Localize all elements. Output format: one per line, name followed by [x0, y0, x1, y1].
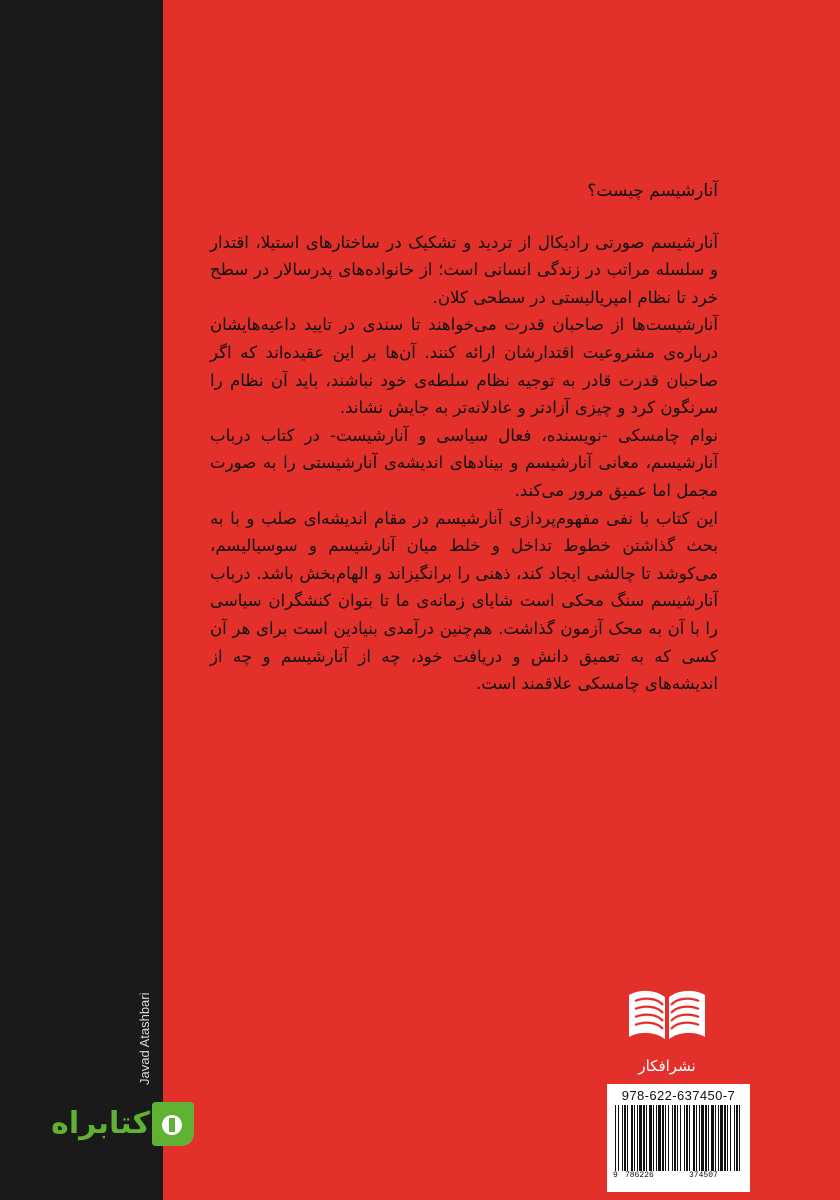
open-book-icon: [625, 985, 709, 1045]
barcode-bar: [689, 1105, 690, 1171]
paragraph: این کتاب با نفی مفهوم‌پردازی آنارشیسم در مقام اندیشه‌ای صلب و با به بحث گذاشتن خطوط تداخل و خلط میان آنارشیسم و سوسیالیسم، می‌کوشد تا چالشی ایجاد کند، ذهنی را برانگیزاند و الهام‌بخش باشد. درباب آنارشیسم سنگ محکی است شایای زمانه‌ی ما تا بتوان کنشگران سیاسی را با آن به محک آزمون گذاشت. هم‌چنین درآمدی بنیادین است برای هر آن کسی که به تعمیق دانش و دریافت خود، چه از آنارشیسم و چه از اندیشه‌های چامسکی علاقمند است.: [210, 508, 718, 694]
barcode-bar: [686, 1105, 688, 1171]
barcode-bar: [708, 1105, 709, 1171]
barcode-bar: [715, 1105, 716, 1171]
barcode-bar: [631, 1105, 633, 1171]
barcode-bar: [622, 1105, 623, 1171]
barcode-bar: [674, 1105, 676, 1171]
isbn-barcode: [607, 1084, 750, 1192]
barcode-bar: [727, 1105, 728, 1171]
barcode-bar: [701, 1105, 704, 1171]
isbn-number: 978-622-637450-7: [621, 1088, 736, 1103]
barcode-bar: [705, 1105, 707, 1171]
barcode-bar: [624, 1105, 626, 1171]
barcode-bar: [653, 1105, 654, 1171]
barcode-digits: [613, 1171, 744, 1181]
barcode-digit-lead: 9: [613, 1171, 618, 1180]
barcode-bar: [656, 1105, 657, 1171]
barcode-bar: [718, 1105, 719, 1171]
barcode-bar: [711, 1105, 714, 1171]
paragraph: آنارشیست‌ها از صاحبان قدرت می‌خواهند تا سندی در تایید داعیه‌هایشان درباره‌ی مشروعیت اقتدارشان ارائه کنند. آن‌ها بر این عقیده‌اند که اگر صاحبان قدرت قادر به توجیه نظام سلطه‌ی خود نباشند، باید آن نظام را سرنگون کرد و چیزی آزادتر و عادلانه‌تر به جایش نشاند.: [210, 315, 718, 418]
barcode-bar: [699, 1105, 700, 1171]
barcode-bar: [615, 1105, 616, 1171]
barcode-bar: [734, 1105, 735, 1171]
ketabrah-logo-icon: [150, 1098, 196, 1150]
barcode-bar: [634, 1105, 635, 1171]
barcode-bar: [672, 1105, 673, 1171]
barcode-bar: [627, 1105, 628, 1171]
barcode-bar: [649, 1105, 652, 1171]
paragraph: نوام چامسکی -نویسنده، فعال سیاسی و آنارشیست- در کتاب درباب آنارشیسم، معانی آنارشیسم و بینادهای اندیشه‌ی آنارشیستی را به صورت مجمل اما عمیق مرور می‌کند.: [210, 425, 718, 500]
barcode-bar: [724, 1105, 726, 1171]
book-spine: [0, 0, 163, 1200]
barcode-digit-group-2: 374507: [689, 1171, 718, 1180]
paragraph: آنارشیسم صورتی رادیکال از تردید و تشکیک در ساختارهای استیلا، اقتدار و سلسله مراتب در زندگی انسانی است؛ از خانواده‌های پدرسالار در سطح خرد تا نظام امپریالیستی در سطحی کلان.: [210, 232, 718, 307]
ketabrah-label: کتابراه: [51, 1106, 150, 1141]
barcode-bar: [658, 1105, 661, 1171]
barcode-bar: [739, 1105, 740, 1171]
ketabrah-watermark: [36, 1098, 196, 1154]
barcode-bar: [693, 1105, 695, 1171]
barcode-bar: [643, 1105, 645, 1171]
publisher-mark: [624, 985, 710, 1075]
barcode-bar: [665, 1105, 666, 1171]
barcode-bar: [646, 1105, 647, 1171]
barcode-bar: [696, 1105, 697, 1171]
barcode-bars: [613, 1105, 744, 1171]
barcode-bar: [720, 1105, 723, 1171]
barcode-bar: [736, 1105, 738, 1171]
barcode-bar: [730, 1105, 731, 1171]
barcode-digit-group-1: 786226: [625, 1171, 654, 1180]
publisher-name: نشرافکار: [638, 1057, 696, 1075]
barcode-bar: [639, 1105, 642, 1171]
barcode-bar: [684, 1105, 685, 1171]
spine-author-credit: Javad Atashbari: [137, 992, 152, 1085]
back-cover-heading: آنارشیسم چیست؟: [587, 181, 718, 201]
barcode-bar: [668, 1105, 669, 1171]
barcode-bar: [677, 1105, 678, 1171]
back-cover-text: [210, 178, 718, 698]
barcode-bar: [637, 1105, 638, 1171]
barcode-bar: [662, 1105, 664, 1171]
barcode-bar: [618, 1105, 619, 1171]
barcode-bar: [680, 1105, 681, 1171]
